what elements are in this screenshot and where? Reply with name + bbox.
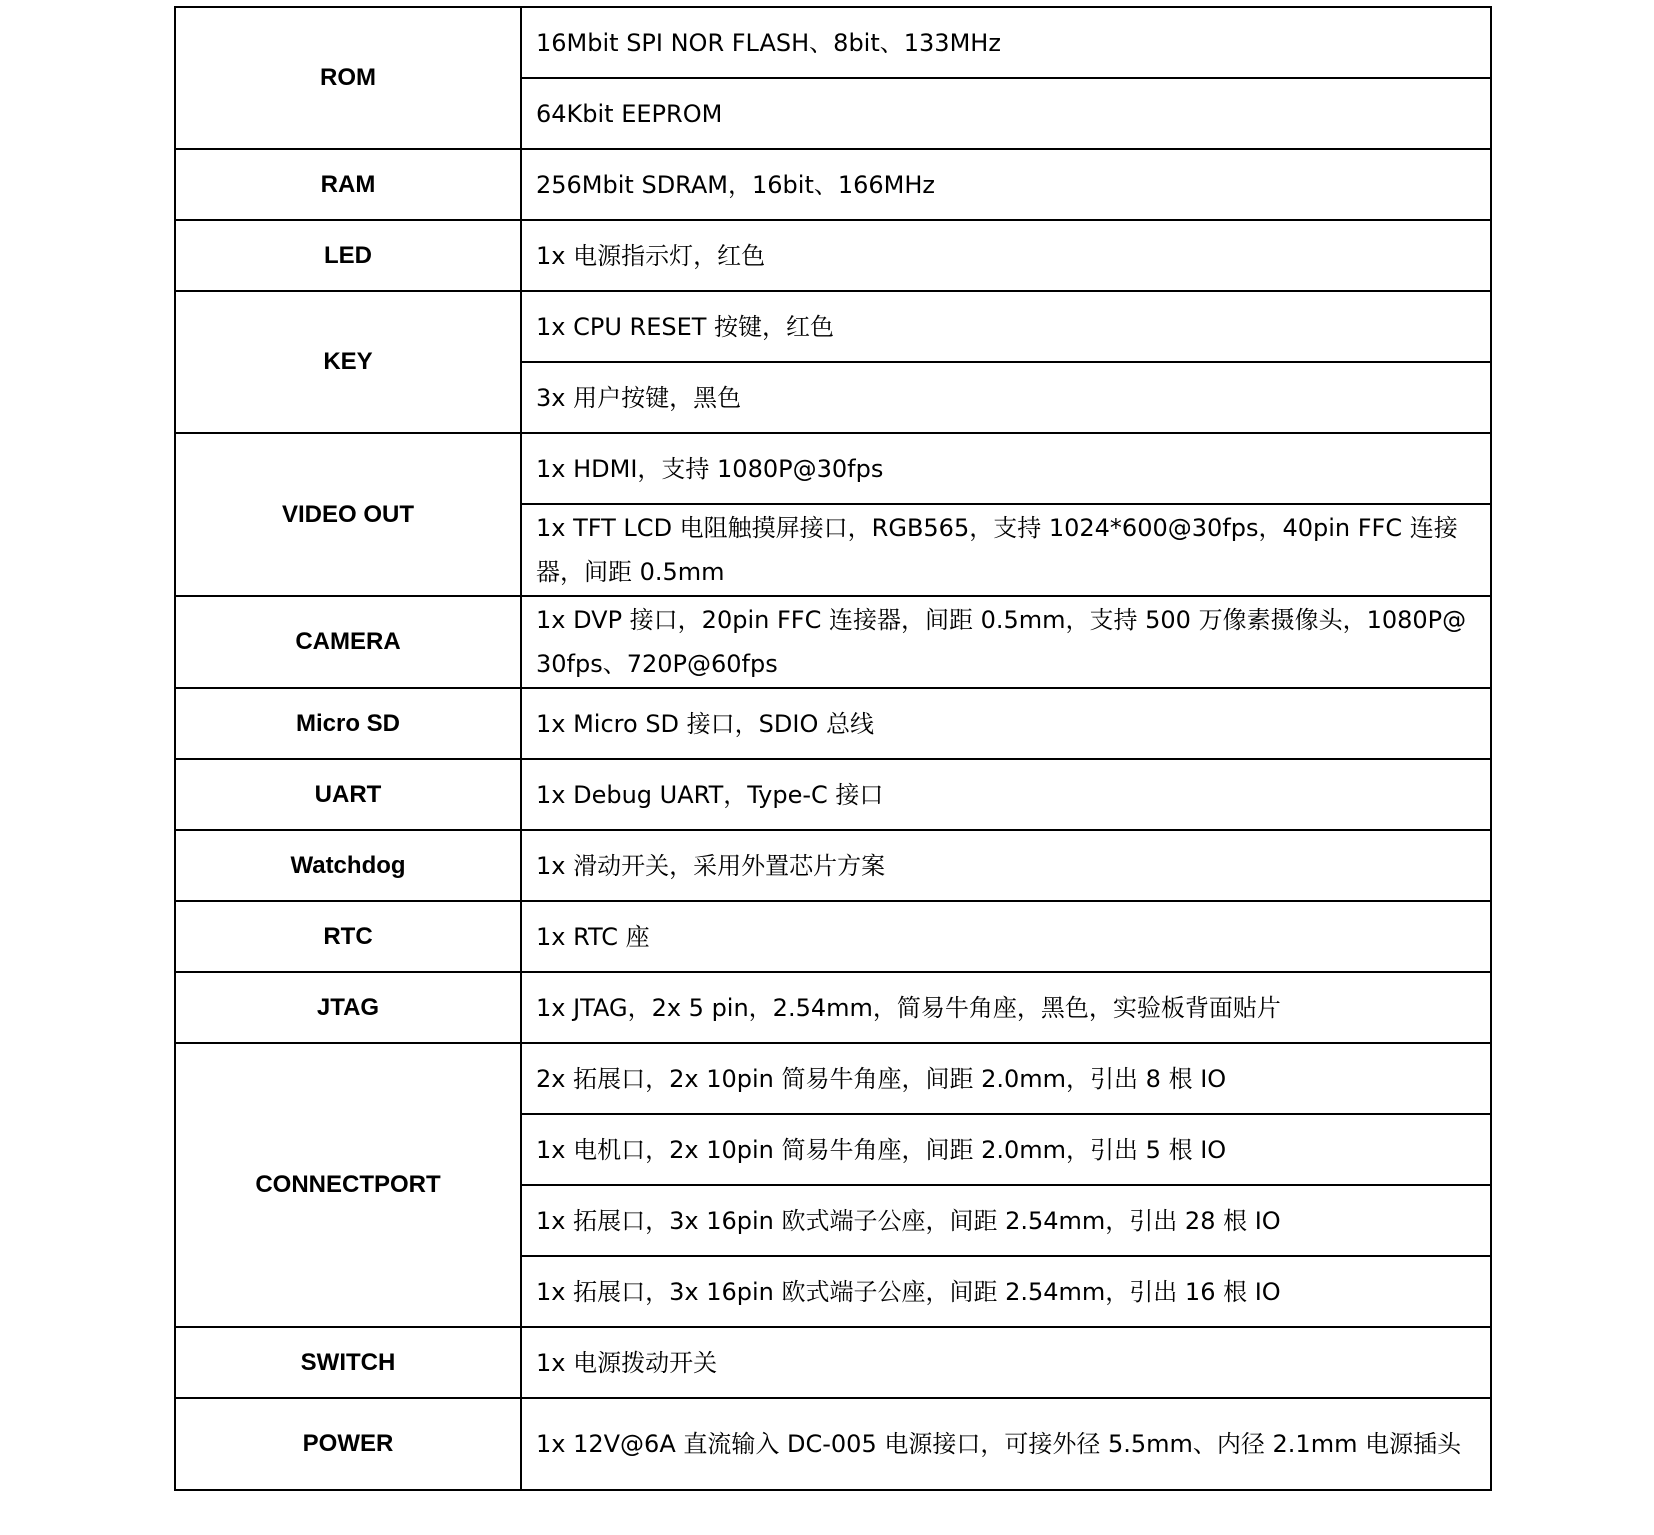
- table-row: [175, 759, 1491, 830]
- row-label-rtc: RTC: [175, 901, 521, 972]
- table-row: [175, 901, 1491, 972]
- row-value: 1x RTC 座: [521, 901, 1491, 972]
- row-value: 1x 电机口，2x 10pin 简易牛角座，间距 2.0mm，引出 5 根 IO: [521, 1114, 1491, 1185]
- row-label-ram: RAM: [175, 149, 521, 220]
- row-label-key: KEY: [175, 291, 521, 433]
- table-row: [175, 7, 1491, 78]
- row-label-switch: SWITCH: [175, 1327, 521, 1398]
- table-row: [175, 220, 1491, 291]
- row-label-rom: ROM: [175, 7, 521, 149]
- table-row: [175, 972, 1491, 1043]
- row-value: 1x JTAG，2x 5 pin，2.54mm，简易牛角座，黑色，实验板背面贴片: [521, 972, 1491, 1043]
- row-label-jtag: JTAG: [175, 972, 521, 1043]
- row-value: 2x 拓展口，2x 10pin 简易牛角座，间距 2.0mm，引出 8 根 IO: [521, 1043, 1491, 1114]
- row-value: 1x 电源拨动开关: [521, 1327, 1491, 1398]
- row-value: 64Kbit EEPROM: [521, 78, 1491, 149]
- table-row: [175, 688, 1491, 759]
- table-row: [175, 830, 1491, 901]
- row-value: 3x 用户按键，黑色: [521, 362, 1491, 433]
- table-row: [175, 149, 1491, 220]
- row-label-camera: CAMERA: [175, 596, 521, 688]
- row-value: 1x CPU RESET 按键，红色: [521, 291, 1491, 362]
- row-label-connectport: CONNECTPORT: [175, 1043, 521, 1327]
- row-value: 1x DVP 接口，20pin FFC 连接器，间距 0.5mm，支持 500 万像素摄像头，1080P@30fps、720P@60fps: [521, 596, 1491, 688]
- table-row: [175, 1043, 1491, 1114]
- row-label-power: POWER: [175, 1398, 521, 1490]
- row-value: 1x 12V@6A 直流输入 DC-005 电源接口，可接外径 5.5mm、内径 2.1mm 电源插头: [521, 1398, 1491, 1490]
- row-value: 1x 滑动开关，采用外置芯片方案: [521, 830, 1491, 901]
- table-row: [175, 433, 1491, 504]
- row-label-video-out: VIDEO OUT: [175, 433, 521, 596]
- row-value: 16Mbit SPI NOR FLASH、8bit、133MHz: [521, 7, 1491, 78]
- spec-table: [174, 6, 1492, 1491]
- row-label-watchdog: Watchdog: [175, 830, 521, 901]
- row-label-micro-sd: Micro SD: [175, 688, 521, 759]
- table-row: [175, 1398, 1491, 1490]
- row-value: 1x Debug UART，Type-C 接口: [521, 759, 1491, 830]
- table-row: [175, 596, 1491, 688]
- row-value: 1x 电源指示灯，红色: [521, 220, 1491, 291]
- row-value: 1x 拓展口，3x 16pin 欧式端子公座，间距 2.54mm，引出 28 根 IO: [521, 1185, 1491, 1256]
- row-value: 256Mbit SDRAM，16bit、166MHz: [521, 149, 1491, 220]
- row-value: 1x 拓展口，3x 16pin 欧式端子公座，间距 2.54mm，引出 16 根 IO: [521, 1256, 1491, 1327]
- table-row: [175, 291, 1491, 362]
- table-row: [175, 1327, 1491, 1398]
- row-value: 1x HDMI，支持 1080P@30fps: [521, 433, 1491, 504]
- row-value: 1x TFT LCD 电阻触摸屏接口，RGB565，支持 1024*600@30fps，40pin FFC 连接器，间距 0.5mm: [521, 504, 1491, 596]
- row-value: 1x Micro SD 接口，SDIO 总线: [521, 688, 1491, 759]
- row-label-led: LED: [175, 220, 521, 291]
- row-label-uart: UART: [175, 759, 521, 830]
